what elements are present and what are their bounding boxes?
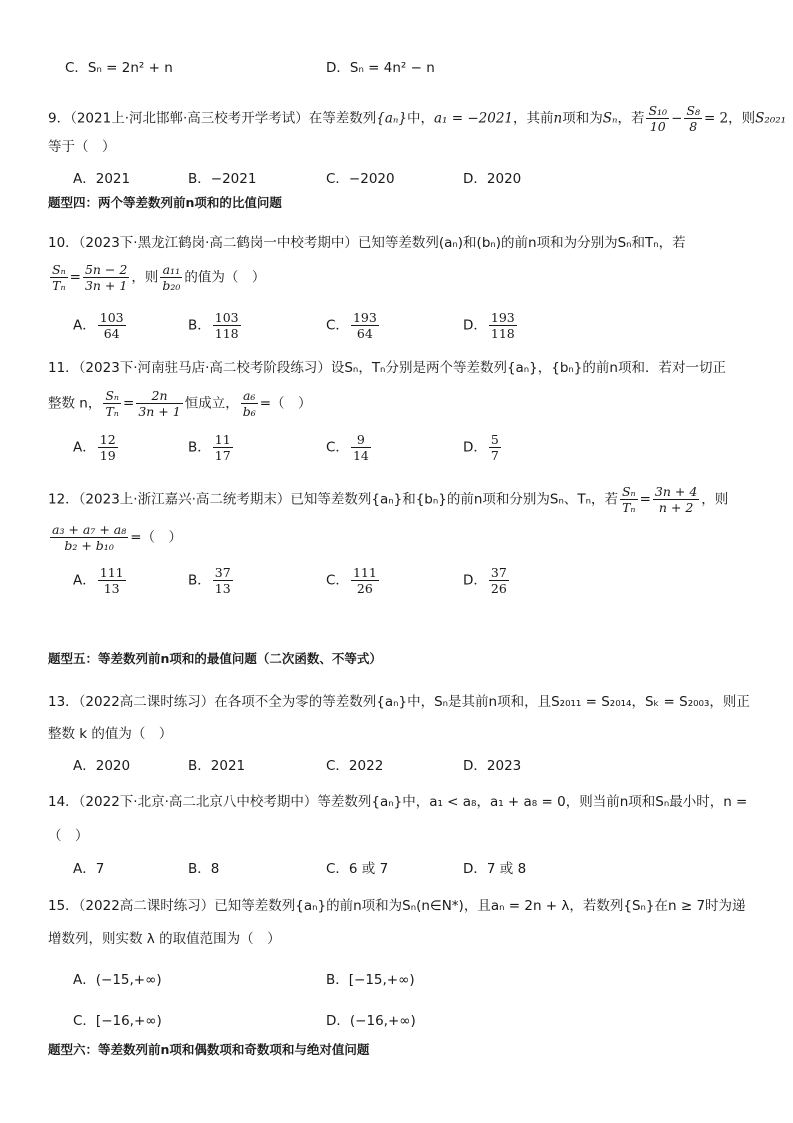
q11-fraction-rhs: $\frac{2n}{3n + 1}$: [138, 388, 181, 419]
question-15-line2: 增数列，则实数 λ 的取值范围为（ ）: [48, 931, 281, 947]
q10-fraction-query: $\frac{\text{a₁₁}}{\text{b₂₀}}$: [162, 262, 181, 293]
q15-option-c: C．[−16,+∞): [73, 1013, 162, 1029]
question-11-line1: 11．（2023下·河南驻马店·高二校考阶段练习）设Sₙ，Tₙ分别是两个等差数列{aₙ}，{bₙ}的前n项和．若对一切正: [48, 360, 726, 376]
q9-fraction-1: $\frac{\text{S₁₀}}{10}$: [648, 103, 668, 134]
q11-option-a: A． $\frac{12}{19}$: [73, 432, 116, 463]
section-heading-6: 题型六：等差数列前n项和偶数项和奇数项和与绝对值问题: [48, 1042, 370, 1057]
question-13-line1: 13．（2022高二课时练习）在各项不全为零的等差数列{aₙ}中，Sₙ是其前n项和，且S₂₀₁₁ = S₂₀₁₄，Sₖ = S₂₀₀₃，则正: [48, 694, 750, 710]
q13-option-a: A．2020: [73, 758, 131, 774]
q15-option-d: D．(−16,+∞): [326, 1013, 416, 1029]
q11-option-c: C． $\frac{9}{14}$: [326, 432, 369, 463]
question-15-line1: 15．（2022高二课时练习）已知等差数列{aₙ}的前n项和为Sₙ(n∈N*)，且aₙ = 2n + λ，若数列{Sₙ}在n ≥ 7时为递: [48, 898, 746, 914]
q10-fraction-rhs: $\frac{5n - 2}{3n + 1}$: [84, 262, 128, 293]
q9-option-a: A．2021: [73, 171, 131, 187]
question-14-line2: （ ）: [48, 828, 89, 844]
q15-option-b: B．[−15,+∞): [326, 972, 415, 988]
section-heading-4: 题型四：两个等差数列前n项和的比值问题: [48, 195, 282, 210]
section-heading-5: 题型五：等差数列前n项和的最值问题（二次函数、不等式）: [48, 651, 382, 666]
q10-option-b: B． $\frac{103}{118}$: [188, 310, 239, 341]
q12-fraction-query: $\frac{\text{a₃ + a₇ + a₈}}{\text{b₂ + b₁₀}}$: [52, 522, 127, 553]
q9-fraction-2: $\frac{\text{S₈}}{8}$: [686, 103, 700, 134]
q15-option-a: A．(−15,+∞): [73, 972, 162, 988]
q10-option-a: A． $\frac{103}{64}$: [73, 310, 124, 341]
question-10-line1: 10．（2023下·黑龙江鹤岗·高二鹤岗一中校考期中）已知等差数列(aₙ)和(bₙ)的前n项和为分别为Sₙ和Tₙ，若: [48, 235, 686, 251]
q12-option-c: C． $\frac{111}{26}$: [326, 565, 377, 596]
q12-option-b: B． $\frac{37}{13}$: [188, 565, 231, 596]
question-10-line2: $\frac{\text{Sₙ}}{\text{Tₙ}}$ = $\frac{5n - 2}{3n + 1}$ ，则 $\frac{\text{a₁₁}}{\text{b₂₀}}$ 的值为（ ）: [52, 262, 266, 293]
q9-option-b: B．−2021: [188, 171, 257, 187]
q9-option-c: C．−2020: [326, 171, 395, 187]
q12-option-d: D． $\frac{37}{26}$: [463, 565, 507, 596]
q14-option-a: A．7: [73, 861, 105, 877]
q14-option-b: B．8: [188, 861, 220, 877]
q9-option-d: D．2020: [463, 171, 522, 187]
q10-fraction-lhs: $\frac{\text{Sₙ}}{\text{Tₙ}}$: [52, 262, 66, 293]
question-13-line2: 整数 k 的值为（ ）: [48, 726, 173, 742]
question-9-line1: 9．（2021上·河北邯郸·高三校考开学考试）在等差数列{aₙ}中，a₁ = −2021，其前n项和为Sₙ，若 $\frac{\text{S₁₀}}{10}$ − $\frac{\text{S₈}}{8}$ = 2，则S₂₀₂₁: [48, 103, 787, 134]
q14-option-c: C．6 或 7: [326, 861, 389, 877]
q10-option-c: C． $\frac{193}{64}$: [326, 310, 377, 341]
q14-option-d: D．7 或 8: [463, 861, 527, 877]
q13-option-c: C．2022: [326, 758, 384, 774]
q12-option-a: A． $\frac{111}{13}$: [73, 565, 124, 596]
q11-option-b: B． $\frac{11}{17}$: [188, 432, 231, 463]
q13-option-d: D．2023: [463, 758, 522, 774]
q8-option-d: D．Sₙ = 4n² − n: [326, 60, 435, 76]
q10-option-d: D． $\frac{193}{118}$: [463, 310, 515, 341]
question-14-line1: 14．（2022下·北京·高二北京八中校考期中）等差数列{aₙ}中，a₁ < a₈，a₁ + a₈ = 0，则当前n项和Sₙ最小时，n =: [48, 794, 748, 810]
question-12-line2: $\frac{\text{a₃ + a₇ + a₈}}{\text{b₂ + b₁₀}}$ =（ ）: [52, 522, 183, 553]
q8-option-c: C．Sₙ = 2n² + n: [65, 60, 173, 76]
q12-fraction-lhs: $\frac{\text{Sₙ}}{\text{Tₙ}}$: [621, 484, 636, 515]
q12-fraction-rhs: $\frac{3n + 4}{n + 2}$: [654, 484, 698, 515]
q11-option-d: D． $\frac{5}{7}$: [463, 432, 499, 463]
question-11-line2: 整数 n， $\frac{\text{Sₙ}}{\text{Tₙ}}$ = $\frac{2n}{3n + 1}$ 恒成立， $\frac{\text{a₆}}{\text{b₆}}$ =（ ）: [48, 388, 312, 419]
q11-fraction-lhs: $\frac{\text{Sₙ}}{\text{Tₙ}}$: [105, 388, 119, 419]
question-9-line2: 等于（ ）: [48, 139, 116, 155]
q13-option-b: B．2021: [188, 758, 246, 774]
q11-fraction-query: $\frac{\text{a₆}}{\text{b₆}}$: [242, 388, 256, 419]
question-12-line1: 12．（2023上·浙江嘉兴·高二统考期末）已知等差数列{aₙ}和{bₙ}的前n项和分别为Sₙ、Tₙ，若 $\frac{\text{Sₙ}}{\text{Tₙ}}$ = $\frac{3n + 4}{n + 2}$ ，则: [48, 484, 729, 515]
